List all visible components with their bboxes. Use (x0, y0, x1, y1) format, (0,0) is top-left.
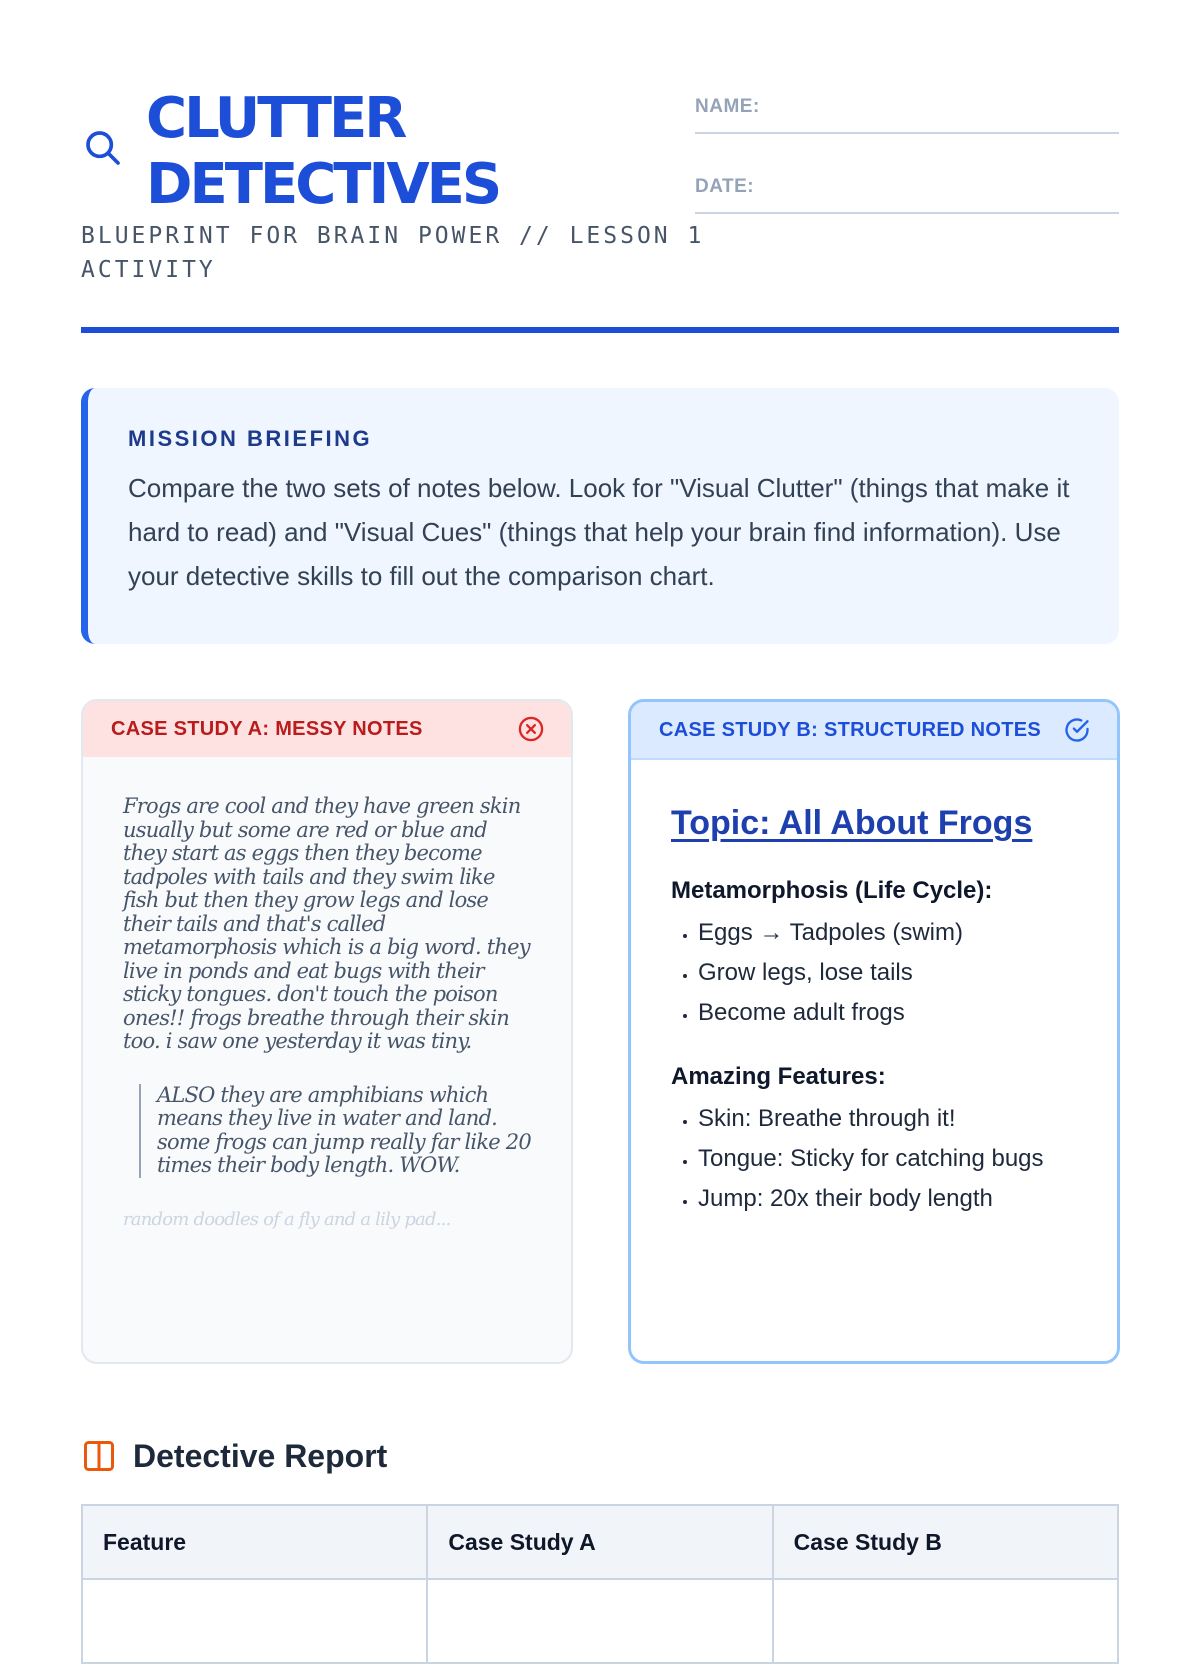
report-header (81, 1432, 387, 1480)
list-item: • Skin: Breathe through it! (698, 1099, 1077, 1139)
case-study-a-label: CASE STUDY A: MESSY NOTES (111, 717, 423, 740)
column-header-case-a: Case Study A (427, 1505, 772, 1579)
table-header-row (82, 1505, 1118, 1579)
name-field[interactable] (695, 88, 1119, 134)
search-icon (83, 128, 123, 168)
case-study-b-card (628, 699, 1120, 1364)
header-divider (81, 327, 1119, 333)
list-item: • Tongue: Sticky for catching bugs (698, 1139, 1077, 1179)
case-study-a-header (83, 701, 571, 757)
table-row (82, 1579, 1118, 1663)
title-line-1: CLUTTER (146, 86, 405, 151)
title-line-2: DETECTIVES (146, 152, 500, 217)
case-study-b-label: CASE STUDY B: STRUCTURED NOTES (659, 718, 1041, 741)
messy-doodle-note: random doodles of a fly and a lily pad... (123, 1208, 451, 1230)
subtitle: BLUEPRINT FOR BRAIN POWER // LESSON 1 ACTIVITY (81, 223, 705, 283)
notes-topic: Topic: All About Frogs (671, 804, 1033, 842)
list-item: • Jump: 20x their body length (698, 1179, 1077, 1219)
column-header-case-b: Case Study B (773, 1505, 1118, 1579)
section-heading: Amazing Features: (671, 1063, 886, 1090)
comparison-table (81, 1504, 1119, 1664)
list-item: • Eggs → Tadpoles (swim) (698, 913, 1077, 953)
columns-icon (81, 1438, 117, 1474)
column-header-feature: Feature (82, 1505, 427, 1579)
table-cell[interactable] (427, 1579, 772, 1663)
table-cell[interactable] (773, 1579, 1118, 1663)
check-circle-icon (1063, 716, 1091, 744)
case-study-b-header (631, 702, 1117, 760)
date-label: DATE: (695, 176, 755, 197)
close-circle-icon (517, 715, 545, 743)
briefing-heading: MISSION BRIEFING (128, 426, 373, 451)
name-label: NAME: (695, 96, 760, 117)
list-item: • Grow legs, lose tails (698, 953, 1077, 993)
mission-briefing (81, 388, 1119, 644)
briefing-text: Compare the two sets of notes below. Look for "Visual Clutter" (things that make it hard to read) and "Visual Cues" (things that help your brain find information). Use your detective skills to fill out the comparison chart. (128, 473, 1070, 591)
messy-paragraph: Frogs are cool and they have green skin usually but some are red or blue and they start as eggs then they become tadpoles with tails and they swim like fish but then they grow legs and lose their tails and that's called metamorphosis which is a big word. they live in ponds and eat bugs with their sticky tongues. don't touch the poison ones!! frogs breathe through their skin too. i saw one yesterday it was tiny. (123, 794, 530, 1053)
life-cycle-list (671, 913, 1077, 1033)
features-list (671, 1099, 1077, 1219)
date-field[interactable] (695, 168, 1119, 214)
page-title (146, 86, 499, 218)
section-heading: Metamorphosis (Life Cycle): (671, 877, 993, 904)
case-study-a-card (81, 699, 573, 1364)
table-cell[interactable] (82, 1579, 427, 1663)
list-item: • Become adult frogs (698, 993, 1077, 1033)
structured-notes (631, 760, 1117, 1219)
messy-notes (83, 757, 571, 1231)
messy-aside: ALSO they are amphibians which means they live in water and land. some frogs can jump really far like 20 times their body length. WOW. (139, 1084, 531, 1178)
report-heading: Detective Report (133, 1437, 388, 1474)
